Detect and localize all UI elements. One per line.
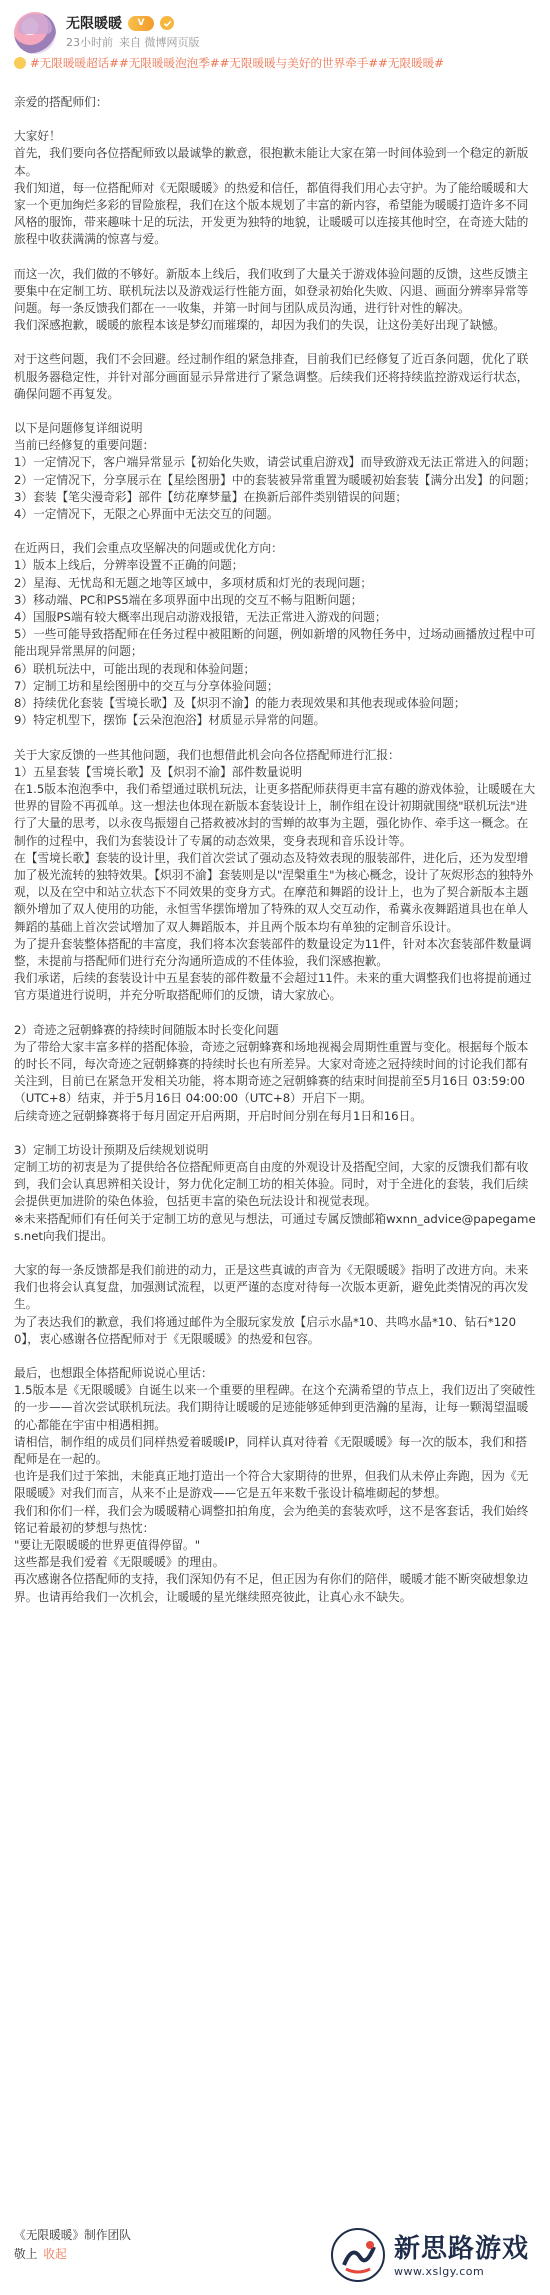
post-paragraph: 为了提升套装整体搭配的丰富度，我们将本次套装部件的数量设定为11件，针对本次套装部件数量调整，未提前与搭配师们进行充分沟通所造成的不佳体验，我们深感抱歉。 bbox=[14, 936, 532, 968]
super-topic-icon bbox=[14, 57, 26, 69]
post-paragraph: 关于大家反馈的一些其他问题，我们也想借此机会向各位搭配师进行汇报： bbox=[14, 747, 400, 762]
topic-links[interactable]: #无限暖暖超话##无限暖暖泡泡季##无限暖暖与美好的世界牵手##无限暖暖# bbox=[30, 56, 444, 70]
paragraph-spacer bbox=[14, 334, 536, 351]
post-paragraph: 最后，也想跟全体搭配师说说心里话： bbox=[14, 1366, 213, 1380]
post-paragraph: 1.5版本是《无限暖暖》自诞生以来一个重要的里程碑。在这个充满希望的节点上，我们迈出了突破性的一步——首次尝试联机玩法。我们期待让暖暖的足迹能够延伸到更浩瀚的星海，让每一颗渴望温暖的心都能在宇宙中相遇相拥。 bbox=[14, 1383, 536, 1432]
post-paragraph: 对于这些问题，我们不会回避。经过制作组的紧急排查，目前我们已经修复了近百条问题，优化了联机服务器稳定性，并针对部分画面显示异常进行了紧急调整。后续我们还将持续监控游戏运行状态，确保问题不再复发。 bbox=[14, 352, 529, 401]
post-paragraph: 定制工坊的初衷是为了提供给各位搭配师更高自由度的外观设计及搭配空间，大家的反馈我们都有收到，我们会认真思辨相关设计，努力优化定制工坊的相关体验。同时，对于全进化的套装，我们后续会提供更加进阶的染色体验，包括更丰富的染色玩法设计和视觉表现。 bbox=[14, 1159, 529, 1209]
post-paragraph: 而这一次，我们做的不够好。新版本上线后，我们收到了大量关于游戏体验问题的反馈，这些反馈主要集中在定制工坊、联机玩法以及游戏运行性能方面，如登录初始化失败、闪退、画面分辨率异常等问题。每一条反馈我们都在一一收集，并第一时间与团队成员沟通，进行针对性的解决。 bbox=[14, 266, 529, 316]
post-paragraph: 为了表达我们的歉意，我们将通过邮件为全服玩家发放【启示水晶*10、共鸣水晶*10、钻石*1200】，衷心感谢各位搭配师对于《无限暖暖》的热爱和包容。 bbox=[14, 1314, 517, 1346]
avatar[interactable] bbox=[14, 12, 56, 54]
paragraph-spacer bbox=[14, 1348, 536, 1365]
post-paragraph: 我们深感抱歉，暖暖的旅程本该是梦幻而璀璨的，却因为我们的失误，让这份美好出现了缺憾。 bbox=[14, 318, 505, 333]
post-time[interactable]: 23小时前 bbox=[66, 36, 113, 49]
post-paragraph: 在近两日，我们会重点攻坚解决的问题或优化方向： bbox=[14, 541, 283, 556]
post-paragraph: 3）移动端、PC和PS5端在多项界面中出现的交互不畅与阻断问题； bbox=[14, 592, 363, 607]
paragraph-spacer bbox=[14, 1005, 536, 1022]
post-paragraph: 3）定制工坊设计预期及后续规划说明 bbox=[14, 1142, 209, 1157]
post-paragraph: ※未来搭配师们有任何关于定制工坊的意见与想法，可通过专属反馈邮箱wxnn_advice@papegames.net向我们提出。 bbox=[14, 1211, 536, 1243]
post-paragraph: 当前已经修复的重要问题： bbox=[14, 438, 155, 453]
post-paragraph: 后续奇迹之冠朝蜂赛将于每月固定开启两期，开启时间分别在每月1日和16日。 bbox=[14, 1108, 422, 1123]
signature: 《无限暖暖》制作团队 bbox=[14, 2228, 131, 2242]
post-paragraph: 6）联机玩法中，可能出现的表现和体验问题； bbox=[14, 661, 256, 676]
post-source: 来自 微博网页版 bbox=[119, 36, 200, 49]
paragraph-spacer bbox=[14, 111, 536, 128]
post-paragraph: 4）国服PS端有较大概率出现启动游戏报错，无法正常进入游戏的问题； bbox=[14, 610, 387, 625]
post-paragraph: 大家的每一条反馈都是我们前进的动力，正是这些真诚的声音为《无限暖暖》指明了改进方向。未来我们也将会认真复盘，加强测试流程，以更严谨的态度对待每一次版本更新，避免此类情况的再次发生。 bbox=[14, 1262, 529, 1312]
post-meta bbox=[66, 34, 200, 50]
post-paragraph: 我们知道，每一位搭配师对《无限暖暖》的热爱和信任，都值得我们用心去守护。为了能给暖暖和大家一个更加绚烂多彩的冒险旅程，我们在这个版本规划了丰富的新内容，希望能为暖暖打造许多不同风格的服饰，带来趣味十足的玩法，开发更为独特的地貌，让暖暖可以连接其他时空，在奇迹大陆的旅程中收获满满的惊喜与爱。 bbox=[14, 180, 529, 247]
site-watermark bbox=[330, 2223, 540, 2287]
watermark-title: 新思路游戏 bbox=[394, 2233, 530, 2264]
paragraph-spacer bbox=[14, 523, 536, 540]
post-paragraph: 我们和你们一样，我们会为暖暖精心调整扣拍角度，会为绝美的套装欢呼，这不是客套话，我们始终铭记着最初的梦想与热忱： bbox=[14, 1503, 529, 1535]
post-paragraph: 再次感谢各位搭配师的支持，我们深知仍有不足，但正因为有你们的陪伴，暖暖才能不断突破想象边界。也请再给我们一次机会，让暖暖的星光继续照亮彼此，让真心永不缺失。 bbox=[14, 1572, 529, 1604]
post-paragraph: "要让无限暖暖的世界更值得停留。" bbox=[14, 1538, 201, 1553]
signature-date-line bbox=[14, 2245, 314, 2264]
post-paragraph: 1）版本上线后，分辨率设置不正确的问题； bbox=[14, 558, 244, 573]
paragraph-spacer bbox=[14, 249, 536, 266]
post-paragraph: 这些都是我们爱着《无限暖暖》的理由。 bbox=[14, 1555, 225, 1570]
post-paragraph: 首先，我们要向各位搭配师致以最诚挚的歉意，很抱歉未能让大家在第一时间体验到一个稳定的新版本。 bbox=[14, 146, 529, 178]
watermark-url: www.xslgy.com bbox=[394, 2264, 485, 2278]
name-row bbox=[66, 13, 174, 33]
post-paragraph: 1）一定情况下，客户端异常显示【初始化失败，请尝试重启游戏】而导致游戏无法正常进入的问题； bbox=[14, 455, 536, 470]
post-paragraph: 3）套装【笔尖漫奇彩】部件【纺花摩梦量】在换新后部件类别错误的问题； bbox=[14, 489, 408, 504]
paragraph-spacer bbox=[14, 1125, 536, 1142]
post-body bbox=[14, 94, 536, 2224]
user-name[interactable]: 无限暖暖 bbox=[66, 16, 122, 32]
post-paragraph: 也许是我们过于笨拙，未能真正地打造出一个符合大家期待的世界，但我们从未停止奔跑，因为《无限暖暖》对我们而言，从来不止是游戏——它是五年来数千张设计稿堆砌起的梦想。 bbox=[14, 1469, 529, 1501]
paragraph-spacer bbox=[14, 403, 536, 420]
post-paragraph: 在【雪境长歌】套装的设计里，我们首次尝试了强动态及特效表现的服装部件，进化后，还为发型增加了极光流转的独特效果。【炽羽不渝】套装则是以"涅槃重生"为核心概念，设计了灰烬形态的独特外观，以及在空中和站立状态下不同效果的变身方式。在摩范和舞蹈的设计上，也为了契合新版本主题额外增加了双人使用的功能，永恒雪华摆饰增加了特殊的双人交互动作，希冀永夜舞蹈道具也在单人舞蹈的基础上首次尝试增加了双人舞蹈版本，并且两个版本均有单独的定制音乐设计。 bbox=[14, 850, 534, 934]
paragraph-spacer bbox=[14, 1245, 536, 1262]
post-paragraph: 8）持续优化套装【雪境长歌】及【炽羽不渝】的能力表现效果和其他表现或体验问题； bbox=[14, 696, 466, 711]
vip-badge[interactable]: V bbox=[128, 16, 154, 31]
post-paragraph: 亲爱的搭配师们： bbox=[14, 95, 108, 109]
post-footer bbox=[14, 2226, 314, 2264]
post-paragraph: 大家好！ bbox=[14, 129, 61, 144]
signature-date: 敬上 bbox=[14, 2247, 38, 2261]
post-paragraph: 2）星海、无忧岛和无题之地等区域中，多项材质和灯光的表现问题； bbox=[14, 575, 373, 590]
post-paragraph: 2）一定情况下，分享展示在【星绘图册】中的套装被异常重置为暖暖初始套装【满分出发】的问题； bbox=[14, 472, 536, 487]
collapse-link[interactable]: 收起 bbox=[43, 2247, 67, 2261]
post-paragraph: 2）奇迹之冠朝蜂赛的持续时间随版本时长变化问题 bbox=[14, 1022, 279, 1037]
post-paragraph: 请相信，制作组的成员们同样热爱着暖暖IP，同样认真对待着《无限暖暖》每一次的版本，我们和搭配师是在一起的。 bbox=[14, 1434, 528, 1467]
post-header bbox=[0, 0, 550, 82]
topic-line[interactable] bbox=[14, 55, 536, 71]
verified-badge-icon bbox=[160, 16, 174, 30]
watermark-logo-icon bbox=[330, 2227, 386, 2283]
post-paragraph: 9）特定机型下，摆饰【云朵泡泡浴】材质显示异常的问题。 bbox=[14, 713, 326, 728]
post-paragraph: 4）一定情况下，无限之心界面中无法交互的问题。 bbox=[14, 507, 279, 522]
post-paragraph: 7）定制工坊和星绘图册中的交互与分享体验问题； bbox=[14, 678, 279, 693]
post-paragraph: 为了带给大家丰富多样的搭配体验，奇迹之冠朝蜂赛和场地视褐会周期性重置与变化。根据每个版本的时长不同，每次奇迹之冠朝蜂赛的持续时长也有所差异。大家对奇迹之冠持续时间的讨论我们都有关注到，目前已在紧急开发相关功能，将本期奇迹之冠朝蜂赛的结束时间提前至5月16日 03:59:00（UTC+8）结束，并于5月16日 04:00:00（UTC+8）开启下一期。 bbox=[14, 1039, 529, 1106]
post-paragraph: 我们承诺，后续的套装设计中五星套装的部件数量不会超过11件。未来的重大调整我们也将提前通过官方渠道进行说明，并充分听取搭配师们的反馈，请大家放心。 bbox=[14, 971, 532, 1003]
post-paragraph: 1）五星套装【雪境长歌】及【炽羽不渝】部件数量说明 bbox=[14, 764, 302, 779]
post-paragraph: 5）一些可能导致搭配师在任务过程中被阻断的问题，例如新增的风物任务中，过场动画播放过程中可能出现异常黑屏的问题； bbox=[14, 627, 536, 659]
paragraph-spacer bbox=[14, 730, 536, 747]
post-paragraph: 在1.5版本泡泡季中，我们希望通过联机玩法，让更多搭配师获得更丰富有趣的游戏体验，让暖暖在大世界的冒险不再孤单。这一想法也体现在新版本套装设计上，制作组在设计初期就围绕"联机玩法"进行了大量的思考，以永夜鸟振翅自己搭救被冰封的雪蝉的故事为主题，强化协作、牵手这一概念。在制作的过程中，我们为套装设计了专属的动态效果，变身表现和音乐设计等。 bbox=[14, 781, 536, 848]
post-paragraph: 以下是问题修复详细说明 bbox=[14, 421, 143, 436]
